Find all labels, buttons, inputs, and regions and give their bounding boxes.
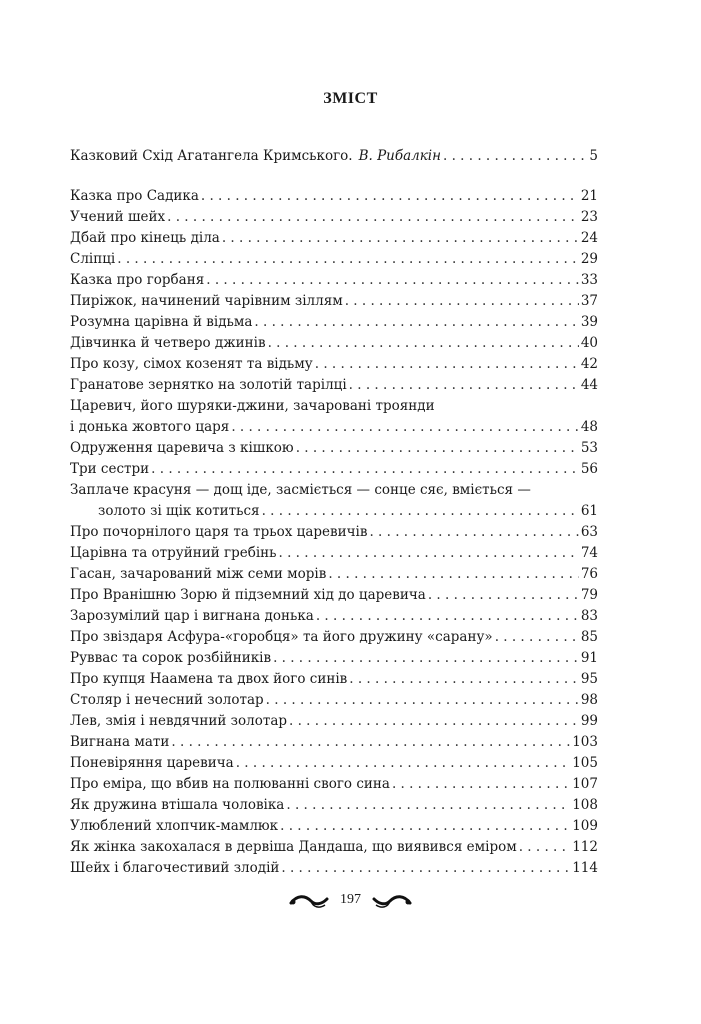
entry-title: Столяр і нечесний золотар — [70, 692, 264, 708]
entry-title: Дбай про кінець діла — [70, 230, 220, 246]
entry-title: Лев, змія і невдячний золотар — [70, 713, 288, 729]
entry-page-number: 112 — [572, 839, 598, 855]
entry-page-number: 37 — [580, 293, 598, 309]
entry-title: Вигнана мати — [70, 734, 170, 750]
entry-title: Про еміра, що вбив на полюванні свого сина — [70, 776, 390, 792]
entry-title: Казковий Схід Агатангела Кримського. — [70, 148, 353, 164]
entry-title: Про почорнілого царя та трьох царевичів — [70, 524, 368, 540]
toc-entry — [70, 795, 598, 816]
dot-leader — [392, 774, 570, 795]
dot-leader — [519, 837, 571, 858]
page-footer — [0, 890, 701, 920]
toc-entry — [70, 207, 598, 228]
toc-entry — [70, 228, 598, 249]
toc-entry — [70, 270, 598, 291]
toc-entry — [70, 648, 598, 669]
entry-page-number: 105 — [572, 755, 598, 771]
entry-page-number: 21 — [580, 188, 598, 204]
entry-page-number: 74 — [580, 545, 598, 561]
entry-title: Три сестри — [70, 461, 150, 477]
toc-entry — [70, 375, 598, 396]
entry-page-number: 48 — [580, 419, 598, 435]
entry-title: Сліпці — [70, 251, 116, 267]
entry-title: Як жінка закохалася в дервіша Дандаша, що виявився еміром — [70, 839, 517, 855]
entry-title: Дівчинка й четверо джинів — [70, 335, 266, 351]
dot-leader — [262, 501, 579, 522]
entry-page-number: 53 — [580, 440, 598, 456]
entry-page-number: 56 — [580, 461, 598, 477]
toc-entry — [70, 669, 598, 690]
entry-page-number: 44 — [580, 377, 598, 393]
toc-entry — [70, 732, 598, 753]
entry-title: Про Вранішню Зорю й підземний хід до царевича — [70, 587, 426, 603]
dot-leader — [171, 732, 570, 753]
toc-entry — [70, 333, 598, 354]
entry-title: Казка про горбаня — [70, 272, 205, 288]
entry-title: Гасан, зачарований між семи морів — [70, 566, 327, 582]
entry-title: Зарозумілий цар і вигнана донька — [70, 608, 314, 624]
entry-page-number: 29 — [580, 251, 598, 267]
dot-leader — [349, 669, 579, 690]
toc-entry — [70, 522, 598, 543]
entry-page-number: 95 — [580, 671, 598, 687]
dot-leader — [117, 249, 579, 270]
dot-leader — [495, 627, 579, 648]
toc-entry — [70, 606, 598, 627]
toc-entry — [70, 480, 598, 522]
toc-entry — [70, 711, 598, 732]
entry-title: Руввас та сорок розбійників — [70, 650, 272, 666]
entry-page-number: 85 — [580, 629, 598, 645]
dot-leader — [222, 228, 579, 249]
toc-entry — [70, 312, 598, 333]
dot-leader — [279, 543, 579, 564]
entry-page-number: 98 — [580, 692, 598, 708]
entry-title: Поневіряння царевича — [70, 755, 234, 771]
dot-leader — [281, 858, 570, 879]
toc-entry — [70, 585, 598, 606]
entry-title: Учений шейх — [70, 209, 166, 225]
entry-page-number: 39 — [580, 314, 598, 330]
dot-leader — [236, 753, 571, 774]
entry-page-number: 83 — [580, 608, 598, 624]
entry-title: Одруження царевича з кішкою — [70, 440, 294, 456]
entry-page-number: 23 — [580, 209, 598, 225]
entry-page-number: 42 — [580, 356, 598, 372]
table-of-contents — [70, 186, 598, 879]
entry-title: Розумна царівна й відьма — [70, 314, 253, 330]
toc-entry — [70, 291, 598, 312]
entry-page-number: 24 — [580, 230, 598, 246]
entry-title-continuation-line — [70, 501, 598, 522]
page-title: ЗМІСТ — [323, 90, 378, 107]
dot-leader — [345, 291, 579, 312]
entry-page-number: 61 — [580, 503, 598, 519]
entry-page-number: 108 — [572, 797, 598, 813]
entry-page-number: 63 — [580, 524, 598, 540]
toc-entry — [70, 438, 598, 459]
entry-title: Казка про Садика — [70, 188, 199, 204]
dot-leader — [316, 606, 579, 627]
dot-leader — [289, 711, 579, 732]
entry-title: Заплаче красуня — дощ іде, засміється — сонце сяє, вміється — — [70, 482, 531, 498]
dot-leader — [369, 522, 578, 543]
dot-leader — [206, 270, 579, 291]
toc-entry — [70, 249, 598, 270]
ornament-right-icon — [372, 891, 412, 911]
dot-leader — [268, 333, 579, 354]
entry-page-number: 5 — [589, 148, 598, 164]
entry-page-number: 40 — [580, 335, 598, 351]
entry-title: Як дружина втішала чоловіка — [70, 797, 285, 813]
dot-leader — [201, 186, 579, 207]
entry-page-number: 91 — [580, 650, 598, 666]
toc-intro — [70, 146, 598, 167]
entry-title: Шейх і благочестивий злодій — [70, 860, 280, 876]
entry-page-number: 109 — [572, 818, 598, 834]
entry-page-number: 99 — [580, 713, 598, 729]
entry-page-number: 76 — [580, 566, 598, 582]
entry-title: Пиріжок, начинений чарівним зіллям — [70, 293, 343, 309]
entry-title: Царевич, його шуряки-джини, зачаровані троянди — [70, 398, 435, 414]
dot-leader — [231, 417, 579, 438]
toc-entry — [70, 690, 598, 711]
toc-entry — [70, 753, 598, 774]
dot-leader — [280, 816, 570, 837]
toc-entry — [70, 543, 598, 564]
page-number: 197 — [340, 892, 361, 907]
toc-entry — [70, 816, 598, 837]
entry-page-number: 107 — [572, 776, 598, 792]
toc-entry — [70, 627, 598, 648]
dot-leader — [428, 585, 579, 606]
dot-leader — [254, 312, 578, 333]
dot-leader — [315, 354, 579, 375]
dot-leader — [167, 207, 579, 228]
toc-entry — [70, 459, 598, 480]
entry-title-continuation-line — [70, 417, 598, 438]
dot-leader — [273, 648, 579, 669]
toc-entry — [70, 396, 598, 438]
entry-title: Про купця Наамена та двох його синів — [70, 671, 348, 687]
entry-page-number: 33 — [580, 272, 598, 288]
entry-title-continuation: золото зі щік котиться — [98, 503, 260, 519]
ornament-left-icon — [289, 891, 329, 911]
dot-leader — [286, 795, 570, 816]
toc-entry — [70, 354, 598, 375]
entry-page-number: 114 — [572, 860, 598, 876]
toc-entry — [70, 837, 598, 858]
toc-entry-intro — [70, 146, 598, 167]
entry-page-number: 103 — [572, 734, 598, 750]
entry-title: Царівна та отруйний гребінь — [70, 545, 277, 561]
dot-leader — [296, 438, 579, 459]
entry-title: Улюблений хлопчик-мамлюк — [70, 818, 279, 834]
entry-author: В. Рибалкін — [358, 148, 442, 164]
toc-entry — [70, 774, 598, 795]
dot-leader — [151, 459, 579, 480]
dot-leader — [443, 146, 587, 167]
dot-leader — [328, 564, 578, 585]
dot-leader — [349, 375, 579, 396]
toc-entry — [70, 564, 598, 585]
toc-entry — [70, 858, 598, 879]
entry-title: Про звіздаря Асфура-«горобця» та його дружину «сарану» — [70, 629, 493, 645]
entry-title: Про козу, сімох козенят та відьму — [70, 356, 313, 372]
toc-entry — [70, 186, 598, 207]
entry-title: Гранатове зернятко на золотій тарілці — [70, 377, 347, 393]
entry-title-continuation: і донька жовтого царя — [70, 419, 230, 435]
dot-leader — [266, 690, 579, 711]
entry-page-number: 79 — [580, 587, 598, 603]
